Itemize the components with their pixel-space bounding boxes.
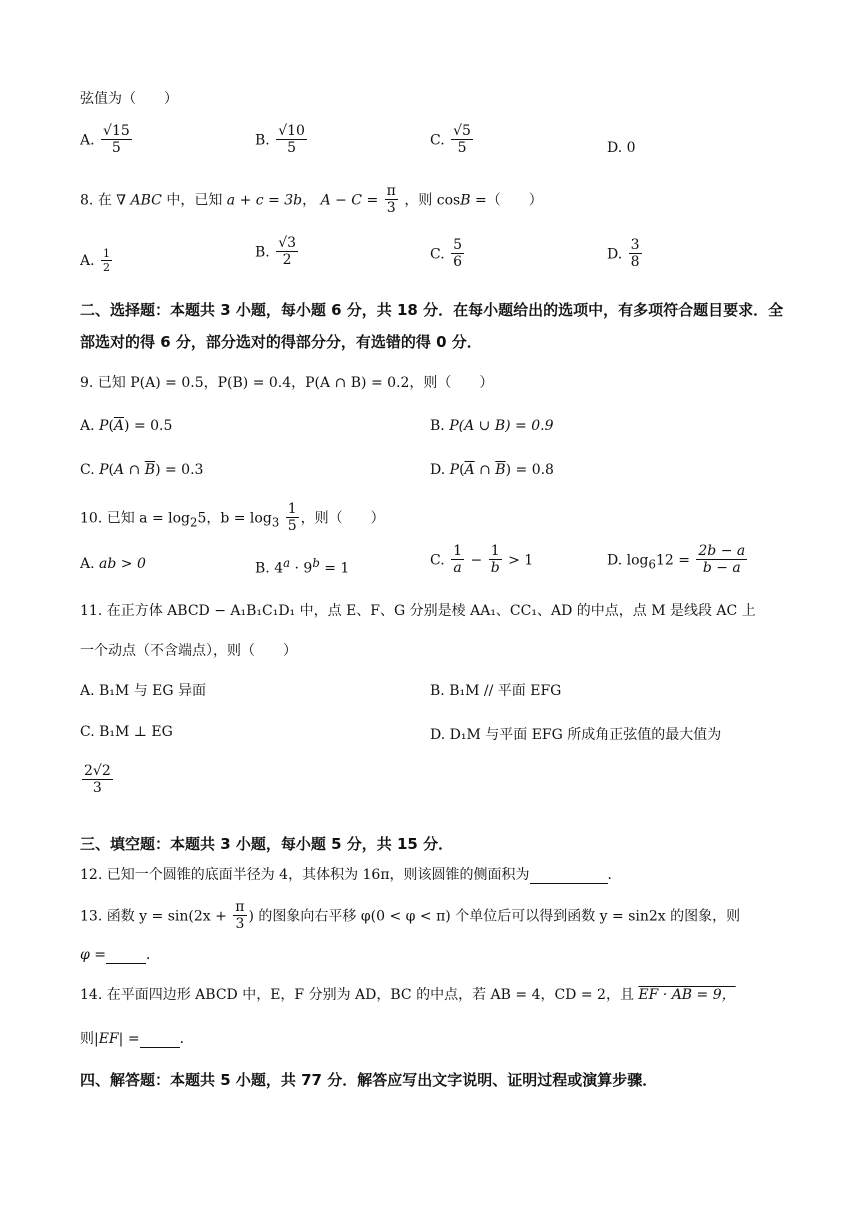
q12-stem: 12. 已知一个圆锥的底面半径为 4，其体积为 16π，则该圆锥的侧面积为 ． — [80, 867, 622, 883]
q7-option-c[interactable]: C. $\frac{√5}{5}$ — [430, 123, 471, 157]
q10-option-d[interactable]: D. $\log_612$ = $\frac{2b - a}{b - a}$ — [607, 543, 746, 577]
q7-option-b[interactable]: B. $\frac{√10}{5}$ — [255, 123, 305, 157]
q11-stem-line1: 11. 在正方体 ABCD − A₁B₁C₁D₁ 中，点 E、F、G 分别是棱 AA₁、CC₁、AD 的中点，点 M 是线段 AC 上 — [80, 603, 756, 619]
q13-stem-line2: φ = ． — [80, 947, 160, 963]
q8-stem: 8. 在 ∇ ABC 中，已知 a + c = 3b， A − C = $\frac{\pi}{3}$ ，则 cosB =（ ） — [80, 183, 543, 217]
q10-option-c[interactable]: C. $\frac{1}{a}$ − $\frac{1}{b}$ > 1 — [430, 543, 534, 577]
q9-option-a[interactable]: A. $P(\overline{A}) = 0.5$ — [80, 418, 173, 434]
section-3-heading: 三、填空题：本题共 3 小题，每小题 5 分，共 15 分． — [80, 835, 454, 853]
q7-option-a[interactable]: A. $\frac{√15}{5}$ — [80, 123, 130, 157]
q11-option-d[interactable]: D. D₁M 与平面 EFG 所成角正弦值的最大值为 — [430, 727, 722, 743]
q14-stem-line1: 14. 在平面四边形 ABCD 中，E，F 分别为 AD，BC 的中点，若 AB = 4，CD = 2，且 EF · AB = 9， — [80, 987, 736, 1003]
q13-stem-line1: 13. 函数 y = sin(2x + $\frac{\pi}{3}$ ) 的图象向右平移 φ(0 < φ < π) 个单位后可以得到函数 y = sin2x 的图象，则 — [80, 899, 741, 933]
q12-answer-blank[interactable] — [530, 867, 608, 884]
q13-answer-blank[interactable] — [106, 947, 146, 964]
q8-option-d[interactable]: D. $\frac{3}{8}$ — [607, 237, 640, 271]
q14-stem-line2: 则|EF| = ． — [80, 1031, 194, 1047]
q10-stem: 10. 已知 $a = \log_25$，$b = \log_3$ $\frac{1}{5}$ ，则（ ） — [80, 501, 385, 535]
q9-option-d[interactable]: D. $P(\overline{A}$ ∩ $\overline{B}) = 0.8$ — [430, 462, 554, 478]
section-2-heading: 二、选择题：本题共 3 小题，每小题 6 分，共 18 分．在每小题给出的选项中，有多项符合题目要求．全部选对的得 6 分，部分选对的得部分分，有选错的得 0 分． — [80, 301, 784, 351]
q8-option-c[interactable]: C. $\frac{5}{6}$ — [430, 237, 463, 271]
q11-option-b[interactable]: B. B₁M // 平面 EFG — [430, 683, 562, 699]
q11-option-c[interactable]: C. B₁M ⊥ EG — [80, 724, 173, 740]
q7-option-d[interactable]: D. 0 — [607, 140, 636, 156]
section-4-heading: 四、解答题：本题共 5 小题，共 77 分．解答应写出文字说明、证明过程或演算步骤． — [80, 1071, 658, 1089]
q10-option-a[interactable]: A. ab > 0 — [80, 556, 146, 572]
q11-stem-line2: 一个动点（不含端点），则（ ） — [80, 643, 297, 659]
q7-stem-tail: 弦值为（ ） — [80, 91, 178, 107]
q11-option-a[interactable]: A. B₁M 与 EG 异面 — [80, 683, 207, 699]
q9-stem: 9. 已知 P(A) = 0.5，P(B) = 0.4，P(A ∩ B) = 0.2，则（ ） — [80, 375, 494, 391]
q9-option-c[interactable]: C. P(A ∩ $\overline{B}) = 0.3$ — [80, 462, 204, 478]
q10-option-b[interactable]: B. $4^a \cdot 9^b = 1$ — [255, 556, 350, 577]
q11-option-d-value: $\frac{2√2}{3}$ — [84, 763, 111, 797]
q14-answer-blank[interactable] — [140, 1031, 180, 1048]
q8-option-b[interactable]: B. $\frac{√3}{2}$ — [255, 235, 297, 269]
q9-option-b[interactable]: B. P(A ∪ B) = 0.9 — [430, 418, 554, 434]
q8-option-a[interactable]: A. $\frac{1}{2}$ — [80, 247, 111, 275]
